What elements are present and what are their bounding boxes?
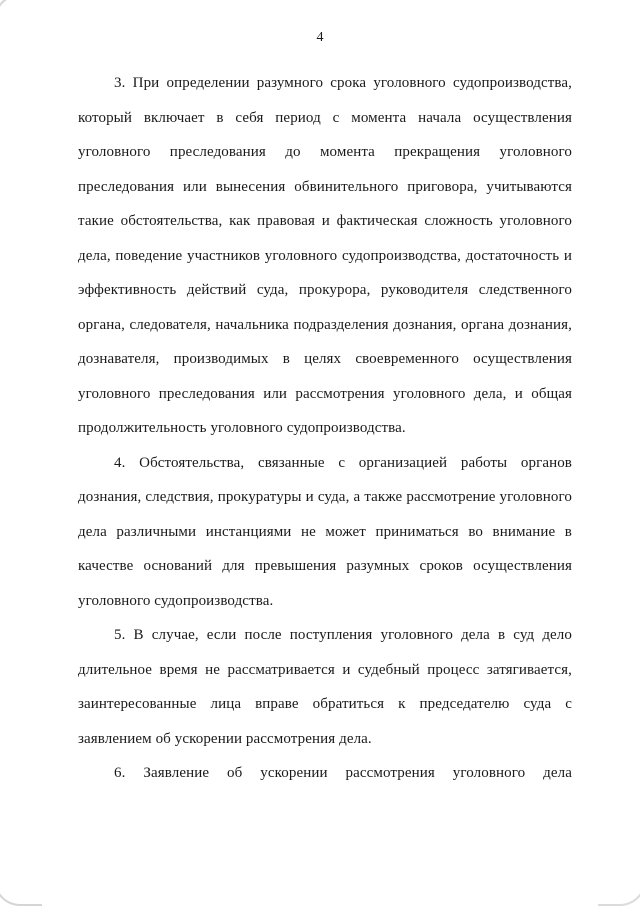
page-number: 4 bbox=[316, 30, 324, 45]
paragraph-6: 6. Заявление об ускорении рассмотрения уголовного дела bbox=[114, 765, 572, 781]
scan-artifact-bottom-left bbox=[0, 858, 42, 906]
scan-artifact-bottom-right bbox=[598, 858, 640, 906]
paragraph-4: 4. Обстоятельства, связанные с организацией работы органов дознания, следствия, прокуратуры и суда, а также рассмотрение уголовного дела различными инстанциями не может приниматься во внимание в качестве оснований для превышения разумных сроков осуществления уголовного судопроизводства. bbox=[78, 454, 572, 609]
paragraph-5: 5. В случае, если после поступления уголовного дела в суд дело длительное время не рассматривается и судебный процесс затягивается, заинтересованные лица вправе обратиться к председателю суда с заявлением об ускорении рассмотрения дела. bbox=[78, 627, 572, 747]
document-body bbox=[78, 66, 572, 791]
paragraph-3: 3. При определении разумного срока уголовного судопроизводства, который включает в себя период с момента начала осуществления уголовного преследования до момента прекращения уголовного преследования или вынесения обвинительного приговора, учитываются такие обстоятельства, как правовая и фактическая сложность уголовного дела, поведение участников уголовного судопроизводства, достаточность и эффективность действий суда, прокурора, руководителя следственного органа, следователя, начальника подразделения дознания, органа дознания, дознавателя, производимых в целях своевременного осуществления уголовного преследования или рассмотрения уголовного дела, и общая продолжительность уголовного судопроизводства. bbox=[78, 75, 572, 436]
